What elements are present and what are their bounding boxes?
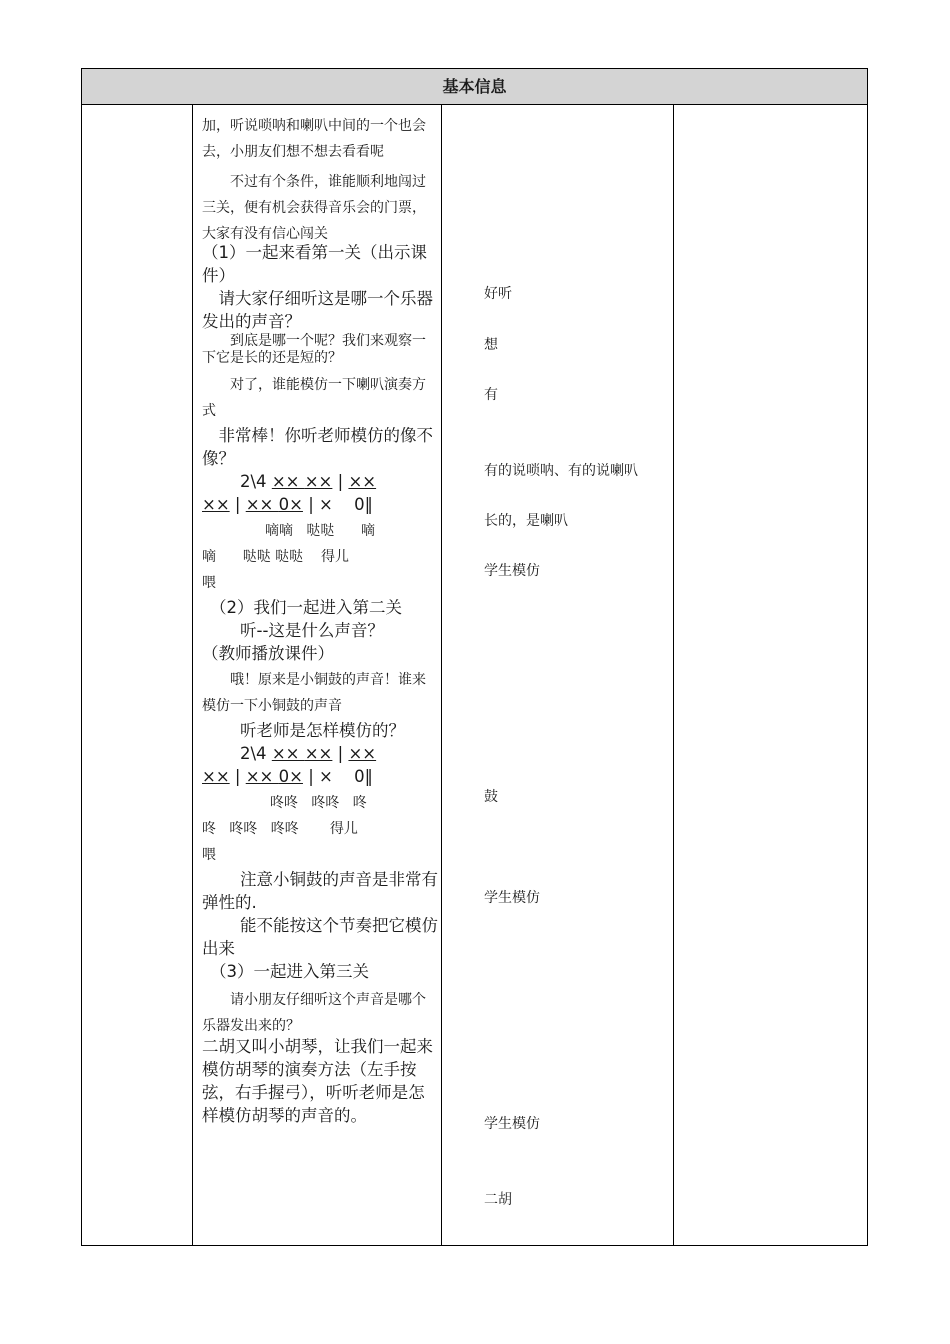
paragraph: 听--这是什么声音？ bbox=[240, 621, 384, 640]
student-response: 有 bbox=[484, 387, 498, 403]
note-group: ×× bbox=[348, 744, 377, 763]
bar-line: | × bbox=[308, 767, 339, 786]
column-divider bbox=[441, 105, 442, 1245]
paragraph: 请小朋友仔细听这个声音是哪个乐器发出来的？ bbox=[202, 992, 426, 1034]
column-divider bbox=[673, 105, 674, 1245]
rhythm-end: 0‖ bbox=[354, 495, 373, 514]
note-group: 0× bbox=[278, 495, 303, 514]
note-group: ×× bbox=[271, 472, 305, 491]
paragraph: 哦！原来是小铜鼓的声音！谁来模仿一下小铜鼓的声音 bbox=[202, 672, 426, 714]
student-response: 二胡 bbox=[484, 1192, 512, 1208]
rhythm-notation bbox=[202, 493, 438, 516]
paragraph: 听老师是怎样模仿的？ bbox=[240, 721, 405, 740]
student-response: 长的，是喇叭 bbox=[484, 513, 568, 529]
paragraph: 加，听说唢呐和喇叭中间的一个也会去，小朋友们想不想去看看呢 bbox=[202, 118, 426, 160]
bar-line: | × bbox=[308, 495, 339, 514]
paragraph: 能不能按这个节奏把它模仿出来 bbox=[202, 916, 438, 958]
bar-line: | bbox=[337, 472, 349, 491]
note-group: ×× bbox=[271, 744, 305, 763]
student-response: 学生模仿 bbox=[484, 563, 540, 579]
section-heading: （2）我们一起进入第二关 bbox=[210, 598, 402, 617]
note-group: 0× bbox=[278, 767, 303, 786]
student-response: 鼓 bbox=[484, 789, 498, 805]
time-signature: 2\4 bbox=[240, 744, 267, 763]
rhythm-notation bbox=[202, 470, 438, 493]
section-heading: （1）一起来看第一关（出示课件） bbox=[202, 243, 427, 285]
table-header: 基本信息 bbox=[82, 69, 867, 105]
note-group: ×× bbox=[245, 495, 279, 514]
paragraph: 不过有个条件，谁能顺利地闯过三关，便有机会获得音乐会的门票，大家有没有信心闯关 bbox=[202, 174, 426, 242]
bar-line: | bbox=[234, 495, 246, 514]
note-group: ×× bbox=[202, 495, 230, 514]
paragraph: 非常棒！你听老师模仿的像不像？ bbox=[202, 426, 433, 468]
student-response: 有的说唢呐、有的说喇叭 bbox=[484, 463, 638, 479]
note-group: ×× bbox=[202, 767, 230, 786]
paragraph: 到底是哪一个呢？我们来观察一下它是长的还是短的？ bbox=[202, 333, 426, 366]
lesson-table bbox=[81, 68, 868, 1246]
paragraph: 注意小铜鼓的声音是非常有弹性的. bbox=[202, 870, 438, 912]
student-response: 想 bbox=[484, 337, 498, 353]
rhythm-end: 0‖ bbox=[354, 767, 373, 786]
note-group: ×× bbox=[304, 472, 333, 491]
paragraph: （教师播放课件） bbox=[202, 644, 334, 663]
student-response: 学生模仿 bbox=[484, 1116, 540, 1132]
student-response: 学生模仿 bbox=[484, 890, 540, 906]
lyrics-line: 喂 bbox=[202, 847, 216, 863]
paragraph: 二胡又叫小胡琴，让我们一起来模仿胡琴的演奏方法（左手按弦，右手握弓），听听老师是怎样模仿胡琴的声音的。 bbox=[202, 1037, 433, 1125]
lyrics-line: 嘀 哒哒 哒哒 得儿 bbox=[202, 549, 349, 565]
lyrics-line: 喂 bbox=[202, 575, 216, 591]
rhythm-notation bbox=[202, 742, 438, 765]
time-signature: 2\4 bbox=[240, 472, 267, 491]
section-heading: （3）一起进入第三关 bbox=[210, 962, 369, 981]
note-group: ×× bbox=[245, 767, 279, 786]
teacher-activity-column bbox=[202, 113, 438, 1127]
column-divider bbox=[192, 105, 193, 1245]
bar-line: | bbox=[234, 767, 246, 786]
student-response: 好听 bbox=[484, 286, 512, 302]
note-group: ×× bbox=[304, 744, 333, 763]
note-group: ×× bbox=[348, 472, 377, 491]
lyrics-line: 咚 咚咚 咚咚 得儿 bbox=[202, 821, 358, 837]
lyrics-line: 嘀嘀 哒哒 嘀 bbox=[265, 523, 376, 539]
lyrics-line: 咚咚 咚咚 咚 bbox=[270, 795, 367, 811]
paragraph: 请大家仔细听这是哪一个乐器发出的声音？ bbox=[202, 289, 433, 331]
bar-line: | bbox=[337, 744, 344, 763]
paragraph: 对了，谁能模仿一下喇叭演奏方式 bbox=[202, 377, 426, 419]
rhythm-notation bbox=[202, 765, 438, 788]
